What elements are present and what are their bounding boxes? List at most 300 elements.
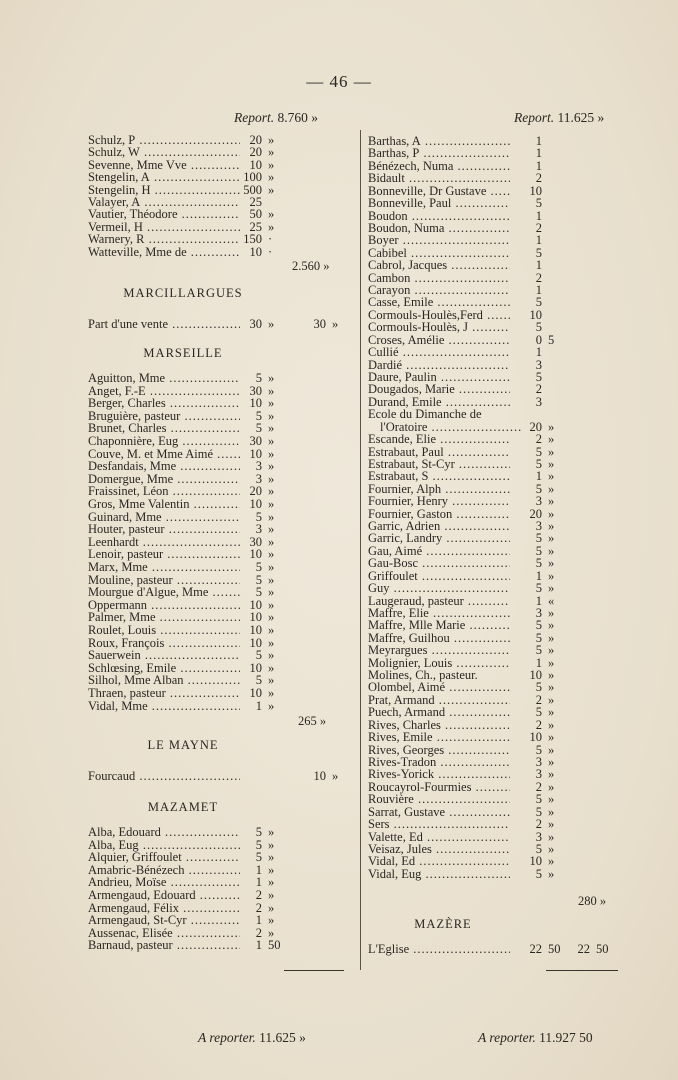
amount-mark: » [268, 471, 275, 486]
entry-row [88, 586, 356, 599]
section-total: 10 [313, 769, 326, 783]
section-heading: MARCILLARGUES [123, 286, 243, 300]
amount-mark: » [268, 673, 275, 688]
amount: 3 [535, 357, 542, 372]
donor-name: Dardié ..... [368, 359, 510, 372]
entry-row [368, 744, 630, 757]
amount: 2 [255, 900, 262, 915]
entry-row [368, 768, 630, 781]
amount-mark: » [548, 432, 555, 447]
amount: 10 [249, 635, 262, 650]
amount: 3 [535, 494, 542, 509]
entry-row [368, 408, 630, 421]
footer-mark: » [299, 1030, 306, 1045]
donor-name: Armengaud, Félix ..... [88, 902, 240, 915]
amount: 2 [535, 382, 542, 397]
entry-row [368, 619, 630, 632]
entry-row [368, 520, 630, 533]
section-total-amount: 265 [298, 714, 317, 729]
entry-row [368, 272, 630, 285]
entry-row [88, 372, 356, 385]
donor-name: Rives, Charles ..... [368, 719, 510, 732]
donor-name: Garric, Adrien ..... [368, 520, 510, 533]
entry-row [368, 607, 630, 620]
subtotal-mark: » [323, 259, 330, 273]
entry-row [368, 731, 630, 744]
amount: 2 [535, 779, 542, 794]
amount: 1 [535, 283, 542, 298]
donor-name: Watteville, Mme de ..... [88, 246, 240, 259]
amount: 10 [529, 307, 542, 322]
section-total [298, 714, 326, 729]
amount: 5 [255, 421, 262, 436]
amount-mark: » [548, 419, 555, 434]
amount: 10 [249, 623, 262, 637]
donor-name: Bénézech, Numa ..... [368, 160, 510, 173]
amount-mark: » [268, 875, 275, 890]
entry-row [368, 172, 630, 185]
page-number: — 46 — [306, 72, 372, 91]
donor-name: Sauerwein ..... [88, 649, 240, 662]
amount-mark: » [268, 434, 275, 448]
amount: 1 [535, 208, 542, 223]
amount-mark: » [548, 456, 555, 471]
entry-row [88, 221, 356, 234]
carry-forward [478, 1030, 593, 1046]
total-rule [284, 970, 344, 971]
column-divider [360, 130, 361, 970]
amount: 3 [535, 829, 542, 844]
entry-row [88, 448, 356, 461]
amount: 500 [243, 182, 262, 197]
donor-name: Boudon ..... [368, 210, 510, 223]
amount: 5 [535, 320, 542, 335]
amount: 5 [535, 705, 542, 720]
amount-mark: » [548, 556, 555, 571]
amount: 2 [535, 432, 542, 447]
amount-mark: » [268, 635, 275, 650]
entry-row [368, 346, 630, 359]
entry-row [88, 561, 356, 574]
amount-mark: » [268, 585, 275, 600]
donor-name: Maffre, Elie ..... [368, 607, 510, 620]
amount: 150 [243, 232, 262, 247]
amount: 30 [249, 383, 262, 398]
amount-mark: » [548, 444, 555, 459]
entry-row [88, 196, 356, 209]
amount: 5 [535, 866, 542, 881]
amount: 2 [535, 270, 542, 285]
amount: 3 [255, 522, 262, 537]
entry-row [368, 135, 630, 148]
amount-mark: 50 [268, 938, 281, 953]
entry-row [368, 234, 630, 247]
amount: 5 [255, 837, 262, 852]
entry-row [368, 296, 630, 309]
amount-mark: » [268, 686, 275, 700]
footer-mark: 50 [579, 1030, 593, 1045]
donor-name: Laugeraud, pasteur ..... [368, 595, 510, 608]
amount: 5 [535, 742, 542, 757]
amount-mark: » [548, 630, 555, 645]
entry-row [368, 396, 630, 409]
amount: 5 [255, 825, 262, 839]
amount-mark: » [548, 618, 555, 633]
section-total-mark: 50 [596, 942, 609, 956]
amount: 5 [535, 531, 542, 546]
entry-row [88, 939, 356, 952]
entry-row [368, 160, 630, 173]
entry-row [368, 570, 630, 583]
donor-name: Roux, François ..... [88, 637, 240, 650]
donor-name: Part d'une vente ..... [88, 318, 240, 331]
amount: 1 [535, 568, 542, 583]
amount: 5 [535, 581, 542, 596]
amount-mark: » [268, 560, 275, 574]
amount-mark: » [268, 207, 275, 222]
entry-row [88, 674, 356, 687]
amount-mark: » [548, 755, 555, 769]
amount-mark: » [268, 421, 275, 436]
donor-name: Boyer ..... [368, 234, 510, 247]
entry-row [88, 624, 356, 637]
donor-name: Rives, Emile ..... [368, 731, 510, 744]
amount-mark: » [548, 469, 555, 484]
donor-name: Alba, Edouard ..... [88, 826, 240, 839]
entry-row [368, 781, 630, 794]
amount-mark: · [268, 232, 273, 247]
section-total: 30 [313, 317, 326, 331]
entry-row [88, 889, 356, 902]
entry-row [368, 470, 630, 483]
donor-name: Armengaud, Edouard ..... [88, 889, 240, 902]
amount: 5 [535, 245, 542, 260]
amount: 5 [535, 295, 542, 310]
donor-name: Cambon ..... [368, 272, 510, 285]
entry-row [368, 197, 630, 210]
entry-row [88, 422, 356, 435]
amount-mark: » [268, 497, 275, 511]
donor-name: Leenhardt ..... [88, 536, 240, 549]
amount: 20 [249, 133, 262, 147]
amount-mark: » [268, 219, 275, 234]
entry-row [368, 681, 630, 694]
donor-name: Griffoulet ..... [368, 570, 510, 583]
donor-name: Molignier, Louis ..... [368, 657, 510, 670]
amount: 10 [529, 854, 542, 869]
entry-row [88, 184, 356, 197]
amount-mark: » [268, 484, 275, 499]
amount: 5 [255, 648, 262, 663]
amount: 2 [535, 817, 542, 832]
amount-mark: » [548, 668, 555, 683]
subtotal-amount: 280 [578, 894, 597, 909]
donor-name: Stengelin, H ..... [88, 184, 240, 197]
entry-row [368, 793, 630, 806]
entry-row [88, 498, 356, 511]
donor-name: Veisaz, Jules ..... [368, 843, 510, 856]
amount: 1 [255, 698, 262, 713]
entry-row [368, 371, 630, 384]
amount-mark: » [268, 547, 275, 562]
amount-mark: 50 [548, 942, 561, 956]
donor-name: Cabibel ..... [368, 247, 510, 260]
amount-mark: » [268, 534, 275, 549]
amount: 5 [535, 456, 542, 471]
donor-name: Guy ..... [368, 582, 510, 595]
donor-name: Alba, Eug ..... [88, 839, 240, 852]
donor-name: Fourcaud ..... [88, 770, 240, 783]
entry-row [368, 495, 630, 508]
donor-name: Gau-Bosc ..... [368, 557, 510, 570]
entry-row [88, 435, 356, 448]
amount-mark: » [268, 371, 275, 385]
donor-name: Rives-Yorick ..... [368, 768, 510, 781]
amount-mark: » [268, 660, 275, 675]
footer-amount: 11.625 [259, 1030, 296, 1045]
amount: 10 [249, 157, 262, 172]
amount-mark: » [548, 494, 555, 509]
amount-mark: 5 [548, 332, 555, 347]
amount-mark: » [548, 692, 555, 707]
amount: 10 [249, 686, 262, 700]
entry-row [88, 770, 356, 783]
section-total: 22 [577, 942, 590, 956]
entry-row [88, 146, 356, 159]
amount: 10 [249, 446, 262, 461]
amount-mark: » [268, 145, 275, 160]
amount-mark: » [268, 170, 275, 185]
amount: 1 [535, 158, 542, 173]
donor-name: Sevenne, Mme Vve ..... [88, 159, 240, 172]
footer-label: A reporter. [478, 1030, 536, 1045]
donor-name: Maffre, Mlle Marie ..... [368, 619, 510, 632]
entry-row [368, 632, 630, 645]
amount: 10 [249, 610, 262, 625]
donor-name: l'Oratoire ..... [368, 421, 522, 434]
donor-name: Molines, Ch., pasteur. [368, 669, 478, 683]
donor-name: L'Eglise ..... [368, 943, 510, 956]
amount: 3 [535, 519, 542, 534]
donor-name: Fournier, Henry ..... [368, 495, 510, 508]
amount: 30 [249, 534, 262, 549]
amount: 1 [535, 134, 542, 148]
amount: 2 [535, 220, 542, 235]
amount-mark: » [268, 459, 275, 474]
entry-row [88, 637, 356, 650]
amount: 5 [535, 444, 542, 459]
donor-name: Schlœsing, Emile ..... [88, 662, 240, 675]
donor-name: Andrieu, Moïse ..... [88, 876, 240, 889]
amount-mark: » [268, 133, 275, 147]
donor-name: Gau, Aimé ..... [368, 545, 510, 558]
report-amount: 8.760 [277, 110, 308, 125]
donor-name: Barnaud, pasteur ..... [88, 939, 240, 952]
report-label: Report. [234, 110, 275, 125]
amount-mark: » [548, 605, 555, 620]
donor-name: Ecole du Dimanche de [368, 408, 482, 422]
entry-row [368, 818, 630, 831]
amount-mark: » [268, 698, 275, 713]
amount-mark: » [268, 396, 275, 411]
donor-name: Schulz, P ..... [88, 134, 240, 147]
amount-mark: » [548, 804, 555, 819]
donor-name: Rives, Georges ..... [368, 744, 510, 757]
entry-row [368, 334, 630, 347]
donor-name: Olombel, Aimé ..... [368, 681, 510, 694]
donor-name: Garric, Landry ..... [368, 532, 510, 545]
donor-name: Puech, Armand ..... [368, 706, 510, 719]
donor-name: Marx, Mme ..... [88, 561, 240, 574]
donor-name: Fournier, Alph ..... [368, 483, 510, 496]
amount-mark: » [548, 531, 555, 546]
donor-name: Sarrat, Gustave ..... [368, 806, 510, 819]
amount: 5 [255, 371, 262, 385]
amount: 10 [529, 730, 542, 745]
entry-row [88, 839, 356, 852]
amount-mark: » [548, 779, 555, 794]
donor-name: Croses, Amélie ..... [368, 334, 510, 347]
donor-name: Desfandais, Mme ..... [88, 460, 240, 473]
amount-mark: » [548, 481, 555, 496]
donor-name: Meyrargues ..... [368, 644, 510, 657]
amount: 5 [255, 509, 262, 524]
donor-name: Alquier, Griffoulet ..... [88, 851, 240, 864]
donor-name: Lenoir, pasteur ..... [88, 548, 240, 561]
section-total-mark: » [332, 317, 339, 331]
amount: 10 [249, 396, 262, 411]
donor-name: Fraissinet, Léon ..... [88, 485, 240, 498]
donor-name: Mourgue d'Algue, Mme ..... [88, 586, 240, 599]
donor-name: Cormouls-Houlès,Ferd ..... [368, 309, 510, 322]
donor-name: Oppermann ..... [88, 599, 240, 612]
amount-mark: » [268, 925, 275, 940]
amount-mark: » [548, 841, 555, 856]
entry-row [368, 446, 630, 459]
donor-name: Bonneville, Paul ..... [368, 197, 510, 210]
amount-mark: » [548, 730, 555, 745]
donor-name: Sers ..... [368, 818, 510, 831]
amount: 1 [255, 875, 262, 890]
amount: 25 [249, 219, 262, 234]
amount: 1 [535, 146, 542, 161]
amount: 2 [255, 925, 262, 940]
amount: 30 [249, 434, 262, 448]
amount-mark: » [548, 829, 555, 844]
amount-mark: » [268, 597, 275, 612]
donor-name: Carayon ..... [368, 284, 510, 297]
subtotal-mark: » [599, 894, 607, 909]
amount: 22 [529, 942, 542, 956]
section-heading: MAZAMET [147, 800, 219, 814]
amount: 2 [535, 171, 542, 186]
entry-row [88, 548, 356, 561]
donor-name: Amabric-Bénézech ..... [88, 864, 240, 877]
entry-row [88, 536, 356, 549]
subtotal [292, 259, 330, 274]
amount-mark: » [548, 705, 555, 720]
amount-mark: » [268, 383, 275, 398]
donor-name: Vidal, Ed ..... [368, 855, 510, 868]
donor-name: Aguitton, Mme ..... [88, 372, 240, 385]
donor-name: Prat, Armand ..... [368, 694, 510, 707]
amount-mark: · [268, 244, 273, 259]
amount: 1 [535, 655, 542, 670]
entry-row [88, 649, 356, 662]
section-total-mark: » [319, 714, 327, 729]
amount-mark: » [268, 572, 275, 587]
amount-mark: » [268, 317, 275, 331]
amount: 3 [535, 755, 542, 769]
donor-name: Armengaud, St-Cyr ..... [88, 914, 240, 927]
entry-row [88, 473, 356, 486]
donor-name: Gros, Mme Valentin ..... [88, 498, 240, 511]
amount: 1 [535, 593, 542, 608]
donor-name: Barthas, P ..... [368, 147, 510, 160]
amount-mark: » [548, 742, 555, 757]
entry-row [88, 826, 356, 839]
entry-row [368, 669, 630, 682]
amount: 0 [535, 332, 542, 347]
entry-row [88, 208, 356, 221]
entry-row [88, 233, 356, 246]
amount: 2 [255, 888, 262, 902]
entry-row [368, 309, 630, 322]
donor-name: Guinard, Mme ..... [88, 511, 240, 524]
entry-row [368, 943, 630, 956]
amount: 1 [255, 862, 262, 877]
amount: 3 [535, 767, 542, 782]
amount: 10 [249, 497, 262, 511]
donor-name: Fournier, Gaston ..... [368, 508, 510, 521]
entry-row [88, 171, 356, 184]
amount: 5 [535, 618, 542, 633]
donor-name: Estrabaut, S ..... [368, 470, 510, 483]
entry-row [368, 756, 630, 769]
entry-row [88, 574, 356, 587]
amount-mark: » [548, 854, 555, 869]
entry-row [88, 662, 356, 675]
donor-name: Rives-Tradon ..... [368, 756, 510, 769]
entry-row [368, 185, 630, 198]
entry-row [88, 599, 356, 612]
donor-name: Maffre, Guilhou ..... [368, 632, 510, 645]
amount: 1 [535, 258, 542, 273]
amount-mark: » [268, 182, 275, 197]
entry-row [368, 458, 630, 471]
amount-mark: » [268, 837, 275, 852]
amount-mark: » [548, 817, 555, 832]
amount-mark: » [268, 610, 275, 625]
amount: 20 [249, 145, 262, 160]
entry-row [368, 222, 630, 235]
entry-row [368, 483, 630, 496]
donor-name: Boudon, Numa ..... [368, 222, 510, 235]
donor-name: Bidault ..... [368, 172, 510, 185]
donor-name: Vidal, Eug ..... [368, 868, 510, 881]
entry-row [368, 595, 630, 608]
amount: 2 [535, 717, 542, 732]
amount: 10 [249, 660, 262, 675]
amount: 1 [255, 938, 262, 953]
entry-row [368, 259, 630, 272]
entry-row [368, 545, 630, 558]
report-header [514, 110, 604, 126]
entry-row [88, 397, 356, 410]
amount: 5 [535, 680, 542, 695]
donor-name: Barthas, A ..... [368, 135, 510, 148]
donor-name: Chaponnière, Eug ..... [88, 435, 240, 448]
